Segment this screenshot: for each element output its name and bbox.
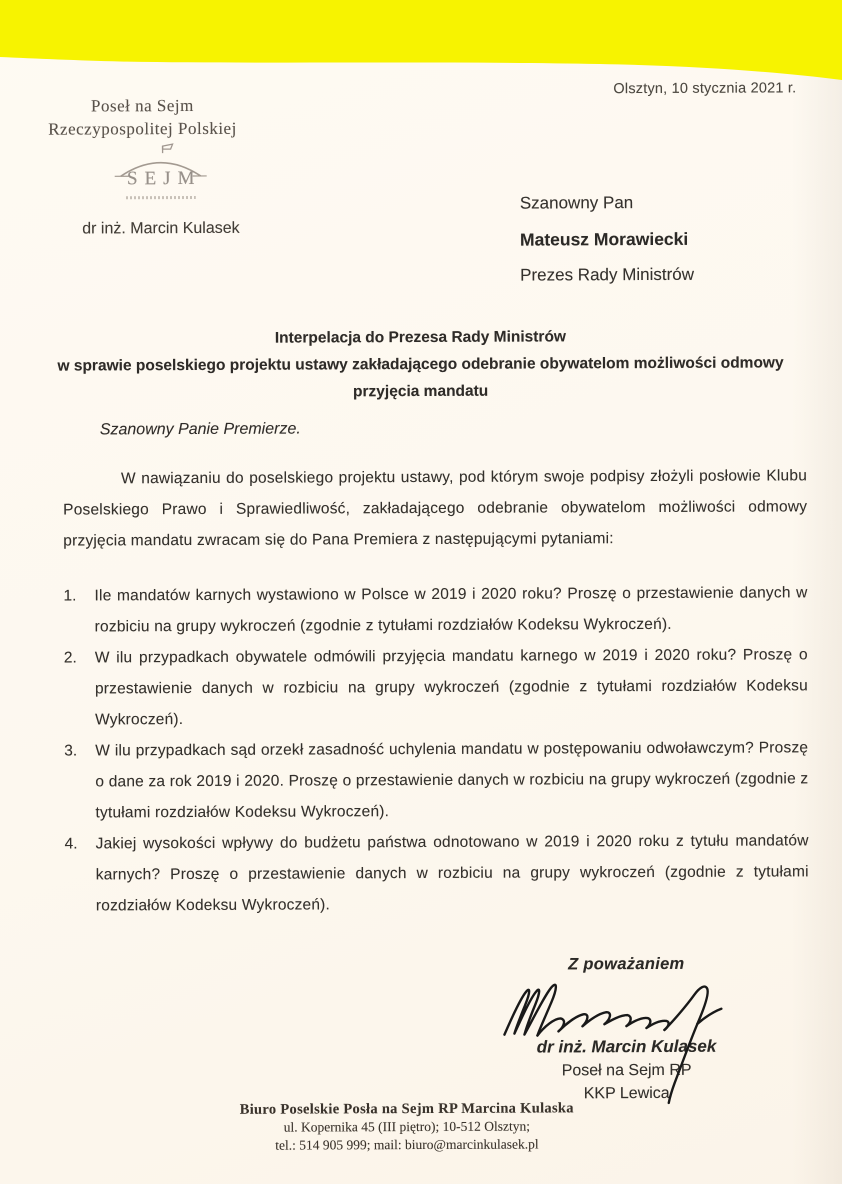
question-text: Ile mandatów karnych wystawiono w Polsce w 2019 i 2020 roku? Proszę o przestawienie danych w rozbiciu na grupy wykroczeń (zgodnie z tytułami rozdziałów Kodeksu Wykroczeń). (94, 584, 808, 636)
sender-title-line1: Poseł na Sejm (90, 95, 194, 116)
subject-title (20, 322, 820, 406)
question-item (63, 577, 807, 642)
question-item (64, 639, 808, 735)
question-number: 1. (63, 587, 77, 605)
sejm-logo-caption (126, 196, 196, 199)
footer-office-name: Biuro Poselskie Posła na Sejm RP Marcina Kulaska (239, 1100, 574, 1118)
office-footer (0, 1098, 828, 1155)
addressee-role: Prezes Rady Ministrów (520, 264, 695, 285)
addressee-name: Mateusz Morawiecki (519, 228, 689, 250)
signer-block (500, 1035, 752, 1106)
letter-date: Olsztyn, 10 stycznia 2021 r. (613, 80, 797, 98)
sejm-logo-text: SEJM (126, 167, 202, 190)
signer-role-1: Poseł na Sejm RP (561, 1061, 692, 1080)
question-number: 3. (64, 742, 78, 760)
sender-title-line2: Rzeczypospolitej Polskiej (48, 118, 237, 139)
sejm-logo (103, 143, 219, 200)
question-item (64, 732, 808, 828)
subject-line1: Interpelacja do Prezesa Rady Ministrów (274, 328, 567, 347)
question-item (65, 825, 809, 921)
scan-yellow-band (0, 0, 842, 85)
addressee-block (520, 185, 694, 294)
subject-line2: w sprawie poselskiego projektu ustawy zakładającego odebranie obywatelom możliwości odmowy (57, 354, 784, 375)
question-text: Jakiej wysokości wpływy do budżetu państwa odnotowano w 2019 i 2020 roku z tytułu mandatów karnych? Proszę o przestawienie danych w rozbiciu na grupy wykroczeń (zgodnie z tytułami rozdziałów Kodeksu Wykroczeń). (95, 832, 809, 915)
sender-name: dr inż. Marcin Kulasek (82, 219, 240, 238)
question-number: 2. (63, 649, 77, 667)
signer-role-2: KKP Lewica (583, 1084, 670, 1103)
subject-line3: przyjęcia mandatu (352, 382, 489, 401)
footer-address: ul. Kopernika 45 (III piętro); 10-512 Olsztyn; (283, 1118, 531, 1135)
intro-paragraph: W nawiązaniu do poselskiego projektu ustawy, pod którym swoje podpisy złożyli posłowie Klubu Poselskiego Prawo i Sprawiedliwość, zakładającego odebranie obywatelom możliwości odmowy przyjęcia mandatu zwracam się do Pana Premiera z następującymi pytaniami: (63, 467, 808, 550)
question-text: W ilu przypadkach sąd orzekł zasadność uchylenia mandatu w postępowaniu odwoławczym? Proszę o dane za rok 2019 i 2020. Proszę o przestawienie danych w rozbiciu na grupy wykroczeń (zgodnie z tytułami rozdziałów Kodeksu Wykroczeń). (95, 739, 809, 822)
closing-phrase: Z poważaniem (568, 954, 685, 974)
body-salutation: Szanowny Panie Premierze. (99, 420, 301, 439)
question-number: 4. (64, 835, 78, 853)
question-text: W ilu przypadkach obywatele odmówili przyjęcia mandatu karnego w 2019 i 2020 roku? Proszę o przestawienie danych w rozbiciu na grupy wykroczeń (zgodnie z tytułami rozdziałów Kodeksu Wykroczeń). (94, 646, 808, 729)
footer-contact: tel.: 514 905 999; mail: biuro@marcinkulasek.pl (275, 1135, 539, 1153)
signer-name: dr inż. Marcin Kulasek (536, 1036, 717, 1057)
addressee-salutation: Szanowny Pan (519, 193, 634, 213)
questions-list (63, 577, 808, 921)
sender-title (36, 94, 248, 141)
